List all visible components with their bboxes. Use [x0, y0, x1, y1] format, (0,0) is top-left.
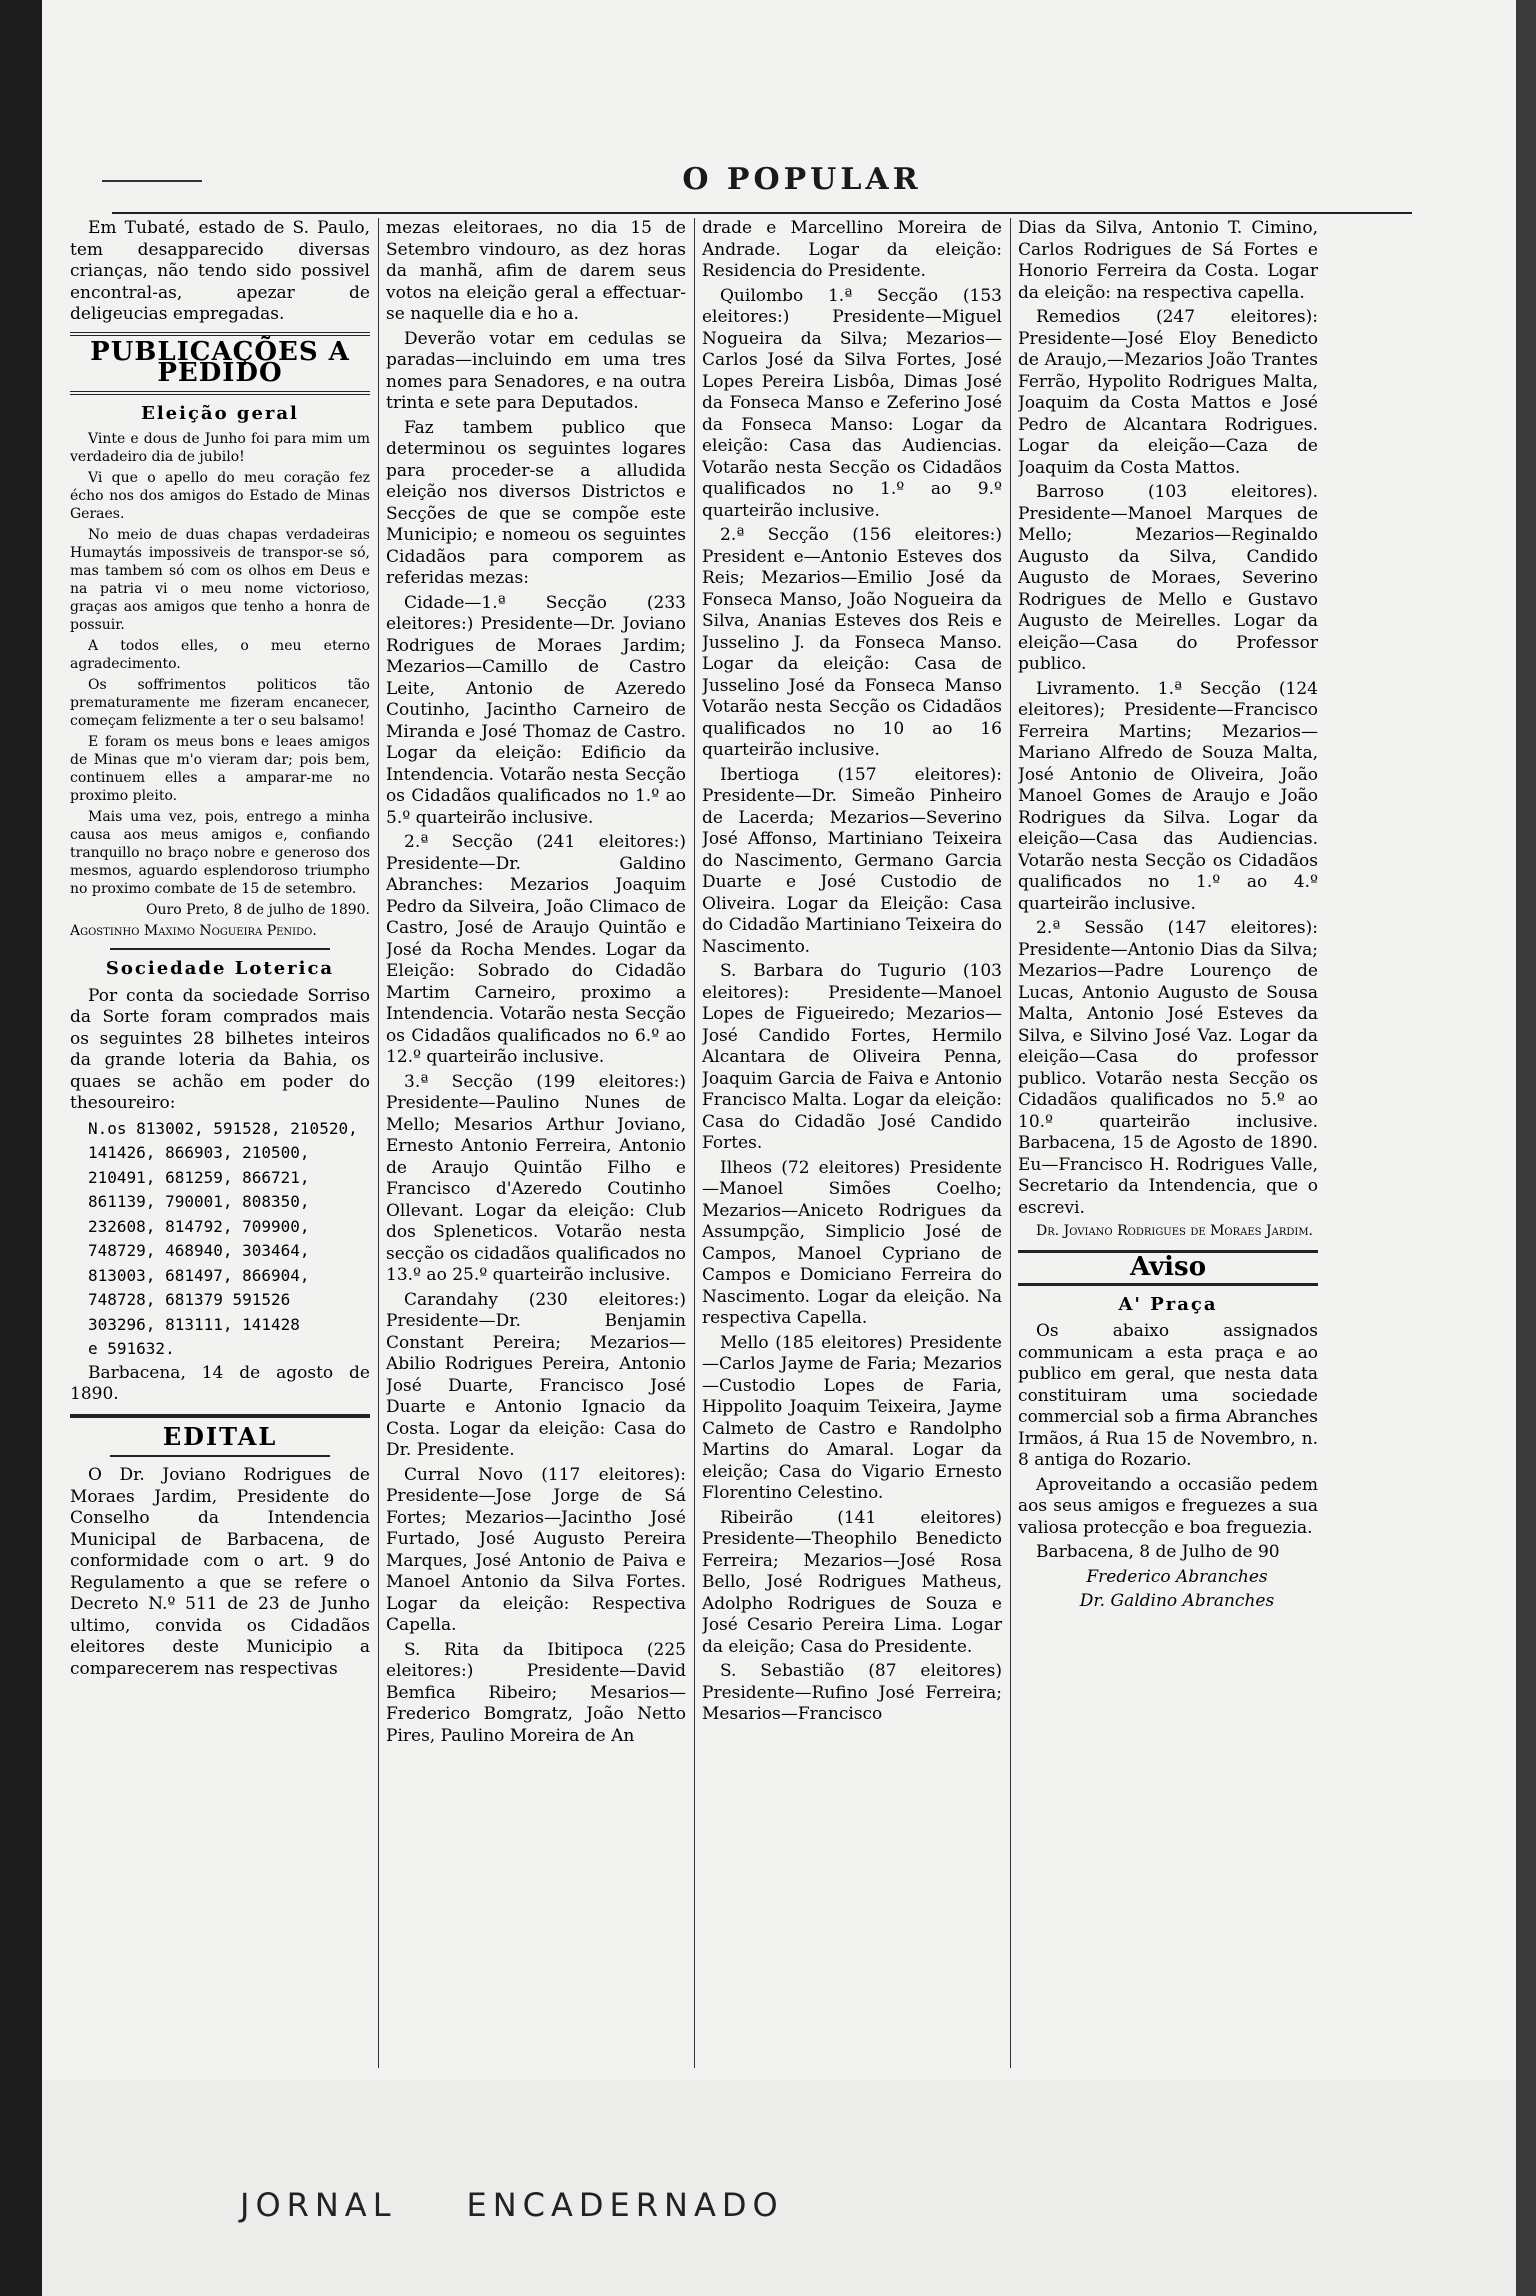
- handwritten-word: ENCADERNADO: [466, 2186, 784, 2224]
- newspaper-title: O POPULAR: [682, 162, 922, 197]
- quilombo-1-entry: Quilombo 1.ª Secção (153 eleitores:) Presidente—Miguel Nogueira da Silva; Mezarios—Carlos José da Silva Fortes, José Lopes Pereira Lisbôa, Dimas José da Fonseca Manso e Zeferino José da Fonseca Manso: Logar da eleição: Casa das Audiencias. Votarão nesta Secção os Cidadãos qualificados no 1.º ao 9.º quarteirão inclusive.: [702, 285, 1002, 521]
- paragraph: Vinte e dous de Junho foi para mim um verdadeiro dia de jubilo!: [70, 431, 370, 465]
- santa-barbara-entry: S. Barbara do Tugurio (103 eleitores): Presidente—Manoel Lopes de Figueiredo; Mezarios—José Candido Fortes, Hermilo Alcantara de Oliveira Penna, Joaquim Garcia de Faiva e Antonio Francisco Malta. Logar da eleição: Casa do Cidadão José Candido Fortes.: [702, 961, 1002, 1153]
- separator: [110, 948, 330, 950]
- column-1: [70, 218, 370, 2068]
- masthead-rule: [102, 180, 202, 182]
- ticket-row: 232608, 814792, 709900,: [88, 1216, 310, 1236]
- ticket-row: e 591632.: [88, 1339, 175, 1358]
- livramento-2-entry: 2.ª Sessão (147 eleitores): Presidente—Antonio Dias da Silva; Mezarios—Padre Lourenço de Lucas, Antonio Augusto de Sousa Malta, Antonio José Esteves da Silva, e Silvino José Vaz. Logar da eleição—Casa do professor publico. Votarão nesta Secção os Cidadãos qualificados no 5.º ao 10.º quarteirão inclusive. Barbacena, 15 de Agosto de 1890. Eu—Francisco H. Rodrigues Valle, Secretario da Intendencia, que o escrevi.: [1018, 918, 1318, 1218]
- handwritten-note: [240, 2186, 784, 2224]
- paragraph: drade e Marcellino Moreira de Andrade. Logar da eleição: Residencia do Presidente.: [702, 218, 1002, 281]
- loteria-title: Sociedade Loterica: [105, 958, 335, 979]
- paragraph: E foram os meus bons e leaes amigos de Minas que m'o vieram dar; pois bem, continuem elles a amparar-me no proximo pleito.: [70, 734, 370, 804]
- paragraph: No meio de duas chapas verdadeiras Humaytás impossiveis de transpor-se só, mas tambem só com os olhos em Deus e na patria vi o meu nome victorioso, graças aos amigos que tenho a honra de possuir.: [70, 527, 370, 633]
- edital-title: EDITAL: [162, 1421, 278, 1451]
- paragraph: Dias da Silva, Antonio T. Cimino, Carlos Rodrigues de Sá Fortes e Honorio Ferreira da Costa. Logar da eleição: na respectiva capella.: [1018, 218, 1318, 303]
- column-divider: [694, 218, 695, 2068]
- masthead: [102, 150, 1502, 210]
- paragraph: Mais uma vez, pois, entrego a minha causa aos meus amigos e, confiando tranquillo no braço nobre e generoso dos mesmos, aguardo esplendoroso triumpho no proximo combate de 15 de setembro.: [70, 809, 370, 897]
- ticket-row: N.os 813002, 591528, 210520,: [88, 1118, 358, 1138]
- ticket-row: 141426, 866903, 210500,: [88, 1143, 310, 1162]
- column-3: [702, 218, 1002, 2068]
- ticket-row: 210491, 681259, 866721,: [88, 1167, 310, 1187]
- page-edge: [0, 0, 42, 2296]
- loteria-date: Barbacena, 14 de agosto de 1890.: [70, 1362, 370, 1404]
- column-2: [386, 218, 686, 2068]
- aviso-date: Barbacena, 8 de Julho de 90: [1036, 1542, 1280, 1562]
- ticket-row: 861139, 790001, 808350,: [88, 1192, 310, 1211]
- aviso-text-2: Aproveitando a occasião pedem aos seus amigos e freguezes a sua valiosa protecção e boa freguezia.: [1018, 1474, 1318, 1538]
- ticket-row: 813003, 681497, 866904,: [88, 1265, 310, 1285]
- paragraph: Vi que o apello do meu coração fez écho nos dos amigos do Estado de Minas Geraes.: [70, 470, 370, 522]
- barroso-entry: Barroso (103 eleitores). Presidente—Manoel Marques de Mello; Mezarios—Reginaldo Augusto da Silva, Candido Augusto de Moraes, Severino Rodrigues de Mello e Gustavo Augusto de Meirelles. Logar da eleição—Casa do Professor publico.: [1018, 482, 1318, 674]
- separator: [110, 1455, 330, 1457]
- remedios-entry: Remedios (247 eleitores): Presidente—José Eloy Benedicto de Araujo,—Mezarios João Trantes Ferrão, Hypolito Rodrigues Malta, Joaquim da Costa Mattos e José Pedro de Alcantara Rodrigues. Logar da eleição—Caza de Joaquim da Costa Mattos.: [1018, 307, 1318, 478]
- aviso-title: Aviso: [1018, 1250, 1318, 1286]
- ticket-row: 748728, 681379 591526: [88, 1290, 291, 1309]
- paragraph: A todos elles, o meu eterno agradecimento.: [70, 638, 370, 672]
- cidade-1-seccao: Cidade—1.ª Secção (233 eleitores:) Presidente—Dr. Joviano Rodrigues de Moraes Jardim; Mezarios—Camillo de Castro Leite, Antonio de Azeredo Coutinho, Jacintho Carneiro de Miranda e José Thomaz de Castro. Logar da eleição: Edificio da Intendencia. Votarão nesta Secção os Cidadãos qualificados no 1.º ao 5.º quarteirão inclusive.: [386, 592, 686, 828]
- dateline: Ouro Preto, 8 de julho de 1890.: [146, 902, 370, 918]
- cidade-3-seccao: 3.ª Secção (199 eleitores:) Presidente—Paulino Nunes de Mello; Mesarios Arthur Joviano, Ernesto Antonio Ferreira, Antonio de Araujo Quintão Filho e Francisco d'Azeredo Coutinho Ollevant. Logar da eleição: Club dos Spleneticos. Votarão nesta secção os cidadãos qualificados no 13.º ao 25.º quarteirão inclusive.: [386, 1071, 686, 1285]
- paragraph: mezas eleitoraes, no dia 15 de Setembro vindouro, as dez horas da manhã, afim de darem seus votos na eleição geral a effectuar-se naquelle dia e ho a.: [386, 218, 686, 324]
- header-rule: [112, 212, 1412, 214]
- column-divider: [1010, 218, 1011, 2068]
- section-title: PUBLICAÇÕES A PEDIDO: [70, 332, 370, 395]
- aviso-text: Os abaixo assignados communicam a esta praça e ao publico em geral, que nesta data constituiram uma sociedade commercial sob a firma Abranches Irmãos, á Rua 15 de Novembro, n. 8 antiga do Rozario.: [1018, 1321, 1318, 1470]
- praca-title: A' Praça: [1118, 1293, 1218, 1315]
- santa-rita-entry: S. Rita da Ibitipoca (225 eleitores:) Presidente—David Bemfica Ribeiro; Mesarios—Frederico Bomgratz, João Netto Pires, Paulino Moreira de An: [386, 1639, 686, 1746]
- paragraph: Deverão votar em cedulas se paradas—incluindo em uma tres nomes para Senadores, e na outra trinta e sete para Deputados.: [386, 328, 686, 413]
- ticket-row: 303296, 813111, 141428: [88, 1314, 300, 1334]
- eleicao-title: Eleição geral: [141, 402, 299, 424]
- signature: Agostinho Maximo Nogueira Penido.: [70, 923, 317, 939]
- ibertioga-entry: Ibertioga (157 eleitores): Presidente—Dr. Simeão Pinheiro de Lacerda; Mezarios—Severino José Affonso, Martiniano Teixeira do Nascimento, Germano Garcia Duarte e José Custodio de Oliveira. Logar da Eleição: Casa do Cidadão Martiniano Teixeira do Nascimento.: [702, 764, 1002, 957]
- curral-novo-entry: Curral Novo (117 eleitores): Presidente—Jose Jorge de Sá Fortes; Mezarios—Jacintho José Furtado, José Augusto Pereira Marques, José Antonio de Paiva e Manoel Antonio da Silva Fortes. Logar da eleição: Respectiva Capella.: [386, 1464, 686, 1635]
- ribeirao-entry: Ribeirão (141 eleitores) Presidente—Theophilo Benedicto Ferreira; Mezarios—José Rosa Bello, José Rodrigues Matheus, Adolpho Rodrigues de Souza e José Cesario Pereira Lima. Logar da eleição; Casa do Presidente.: [702, 1507, 1002, 1657]
- quilombo-2-entry: 2.ª Secção (156 eleitores:) President e—Antonio Esteves dos Reis; Mezarios—Emilio José da Fonseca Manso, João Nogueira da Silva, Ananias Esteves dos Reis e Jusselino J. da Fonseca Manso. Logar da eleição: Casa de Jusselino José da Fonseca Manso Votarão nesta Secção os Cidadãos qualificados no 10 ao 16 quarteirão inclusive.: [702, 525, 1002, 760]
- separator: [70, 1414, 370, 1418]
- intro-paragraph: Em Tubaté, estado de S. Paulo, tem desapparecido diversas crianças, não tendo sido possivel encontral-as, apezar de deligeucias empregadas.: [70, 218, 370, 324]
- aviso-signature-2: Dr. Galdino Abranches: [1079, 1591, 1275, 1611]
- paragraph: Faz tambem publico que determinou os seguintes logares para proceder-se a alludida eleição nos diversos Districtos e Secções de que se compõe este Municipio; e nomeou os seguintes Cidadãos para comporem as referidas mezas:: [386, 417, 686, 588]
- column-4: [1018, 218, 1318, 2068]
- carandahy-entry: Carandahy (230 eleitores:) Presidente—Dr. Benjamin Constant Pereira; Mezarios—Abilio Rodrigues Pereira, Antonio José Duarte, Francisco José Duarte e Antonio Ignacio da Costa. Logar da eleição: Casa do Dr. Presidente.: [386, 1289, 686, 1460]
- sao-sebastiao-entry: S. Sebastião (87 eleitores) Presidente—Rufino José Ferreira; Mesarios—Francisco: [702, 1661, 1002, 1724]
- handwritten-word: JORNAL: [240, 2186, 397, 2224]
- livramento-1-entry: Livramento. 1.ª Secção (124 eleitores); Presidente—Francisco Ferreira Martins; Mezarios—Mariano Alfredo de Souza Malta, José Antonio de Oliveira, João Manoel Gomes de Araujo e João Rodrigues da Silva. Logar da eleição—Casa das Audiencias. Votarão nesta Secção os Cidadãos qualificados no 1.º ao 4.º quarteirão inclusive.: [1018, 678, 1318, 914]
- paragraph: Os soffrimentos politicos tão prematuramente me fizeram encanecer, começam felizmente a ter o seu balsamo!: [70, 677, 370, 729]
- mello-entry: Mello (185 eleitores) Presidente—Carlos Jayme de Faria; Mezarios—Custodio Lopes de Faria, Hippolito Joaquim Teixeira, Jayme Calmeto de Castro e Randolpho Martins do Amaral. Logar da eleição; Casa do Vigario Ernesto Florentino Celestino.: [702, 1332, 1002, 1503]
- edital-signature: Dr. Joviano Rodrigues de Moraes Jardim.: [1036, 1223, 1314, 1239]
- aviso-signature-1: Frederico Abranches: [1086, 1566, 1268, 1587]
- ticket-numbers: [70, 1118, 370, 1360]
- loteria-text: Por conta da sociedade Sorriso da Sorte foram comprados mais os seguintes 28 bilhetes inteiros da grande loteria da Bahia, os quaes se achão em poder do thesoureiro:: [70, 985, 370, 1113]
- column-divider: [378, 218, 379, 2068]
- ticket-row: 748729, 468940, 303464,: [88, 1241, 310, 1260]
- cidade-2-seccao: 2.ª Secção (241 eleitores:) Presidente—Dr. Galdino Abranches: Mezarios Joaquim Pedro da Silveira, João Climaco de Castro, José de Araujo Quintão e José da Rocha Mendes. Logar da Eleição: Sobrado do Cidadão Martim Carneiro, proximo a Intendencia. Votarão nesta Secção os Cidadãos qualificados no 6.º ao 12.º quarteirão inclusive.: [386, 832, 686, 1067]
- edital-text: O Dr. Joviano Rodrigues de Moraes Jardim, Presidente do Conselho da Intendencia Municipal de Barbacena, de conformidade com o art. 9 do Regulamento a que se refere o Decreto N.º 511 de 23 de Junho ultimo, convida os Cidadãos eleitores deste Municipio a comparecerem nas respectivas: [70, 1465, 370, 1679]
- ilheos-entry: Ilheos (72 eleitores) Presidente—Manoel Simões Coelho; Mezarios—Aniceto Rodrigues da Assumpção, Simplicio José de Campos, Manoel Cypriano de Campos e Domiciano Ferreira do Nascimento. Logar da eleição. Na respectiva Capella.: [702, 1157, 1002, 1328]
